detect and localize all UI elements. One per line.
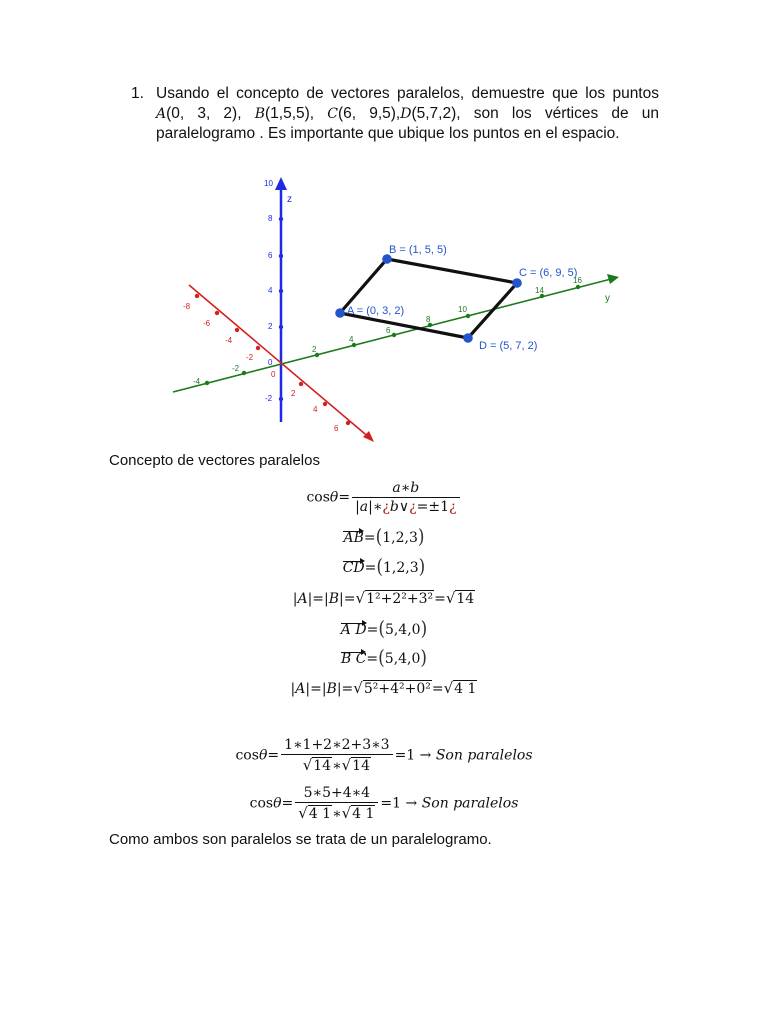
y-axis-label: y bbox=[605, 293, 610, 304]
cos-definition: cosθ= $\frac{a∗b}{|a|∗¿b\vee¿=\pm 1¿}$ bbox=[0, 480, 768, 515]
y-axis-ticks bbox=[193, 276, 582, 386]
x-tick-label: 2 bbox=[291, 389, 296, 398]
x-tick-label: 6 bbox=[334, 424, 339, 433]
x-axis-dots bbox=[195, 294, 350, 425]
x-tick-label: 0 bbox=[271, 370, 276, 379]
z-tick-label: 8 bbox=[268, 214, 273, 223]
point-c bbox=[512, 278, 522, 288]
point-a bbox=[335, 308, 345, 318]
point-d bbox=[463, 333, 473, 343]
problem-line-2: A(0, 3, 2), B(1,5,5), C(6, 9,5),D(5,7,2), son los vértices de un bbox=[156, 105, 660, 122]
parallelogram-3d-graph bbox=[165, 172, 625, 447]
problem-line-1: Usando el concepto de vectores paralelos, demuestre que los puntos bbox=[156, 85, 659, 102]
z-tick-label: 4 bbox=[268, 286, 273, 295]
x-tick-label: -4 bbox=[225, 336, 233, 345]
norm-ab: |A|=|B|=√1²+2²+3²=√14 bbox=[292, 589, 475, 607]
x-tick-label: -8 bbox=[183, 302, 191, 311]
section-title: Concepto de vectores paralelos bbox=[109, 452, 320, 469]
y-tick-label: -2 bbox=[232, 364, 240, 373]
y-axis-arrow-icon bbox=[607, 274, 619, 284]
vector-ad: A D=(5,4,0) bbox=[340, 617, 428, 641]
y-tick-label: 4 bbox=[349, 335, 354, 344]
vector-cd: CD=(1,2,3) bbox=[342, 555, 426, 579]
x-tick-label: -6 bbox=[203, 319, 211, 328]
cos-fraction: $\frac{a∗b}{|a|∗¿b\vee¿=\pm 1¿}$ bbox=[352, 480, 459, 515]
z-tick-label: 2 bbox=[268, 322, 273, 331]
z-tick-label: 10 bbox=[264, 179, 273, 188]
z-tick-label: -2 bbox=[265, 394, 273, 403]
y-tick-label: 14 bbox=[535, 286, 544, 295]
z-tick-label: 0 bbox=[268, 358, 273, 367]
point-c-label: C = (6, 9, 5) bbox=[519, 267, 578, 279]
z-axis-label: z bbox=[287, 194, 292, 205]
x-tick-label: -2 bbox=[246, 353, 254, 362]
vector-ab: AB=(1,2,3) bbox=[343, 525, 425, 549]
point-a-label: A = (0, 3, 2) bbox=[347, 305, 405, 317]
x-axis-ticks bbox=[183, 302, 339, 433]
point-b-label: B = (1, 5, 5) bbox=[389, 244, 447, 256]
y-tick-label: 2 bbox=[312, 345, 317, 354]
y-tick-label: 10 bbox=[458, 305, 467, 314]
y-tick-label: 8 bbox=[426, 315, 431, 324]
z-axis-arrow-icon bbox=[275, 177, 287, 190]
problem-line-3: paralelogramo . Es importante que ubique los puntos en el espacio. bbox=[156, 125, 620, 142]
conclusion-text: Como ambos son paralelos se trata de un paralelogramo. bbox=[109, 831, 492, 848]
cos-result-1: cosθ= $\frac{1∗1+2∗2+3∗3}{√14∗√14}$ =1 → Son paralelos bbox=[235, 737, 533, 774]
y-tick-label: 16 bbox=[573, 276, 582, 285]
z-tick-label: 6 bbox=[268, 251, 273, 260]
y-axis-dots bbox=[205, 285, 580, 385]
y-tick-label: -4 bbox=[193, 377, 201, 386]
vector-bc: B C=(5,4,0) bbox=[340, 646, 428, 670]
problem-number: 1. bbox=[131, 85, 144, 102]
x-tick-label: 4 bbox=[313, 405, 318, 414]
problem-text bbox=[156, 84, 659, 144]
norm-ad: |A|=|B|=√5²+4²+0²=√4 1 bbox=[290, 679, 477, 697]
y-tick-label: 6 bbox=[386, 326, 391, 335]
point-d-label: D = (5, 7, 2) bbox=[479, 340, 538, 352]
cos-result-2: cosθ= $\frac{5∗5+4∗4}{√4 1∗√4 1}$ =1 → Son paralelos bbox=[249, 785, 519, 822]
